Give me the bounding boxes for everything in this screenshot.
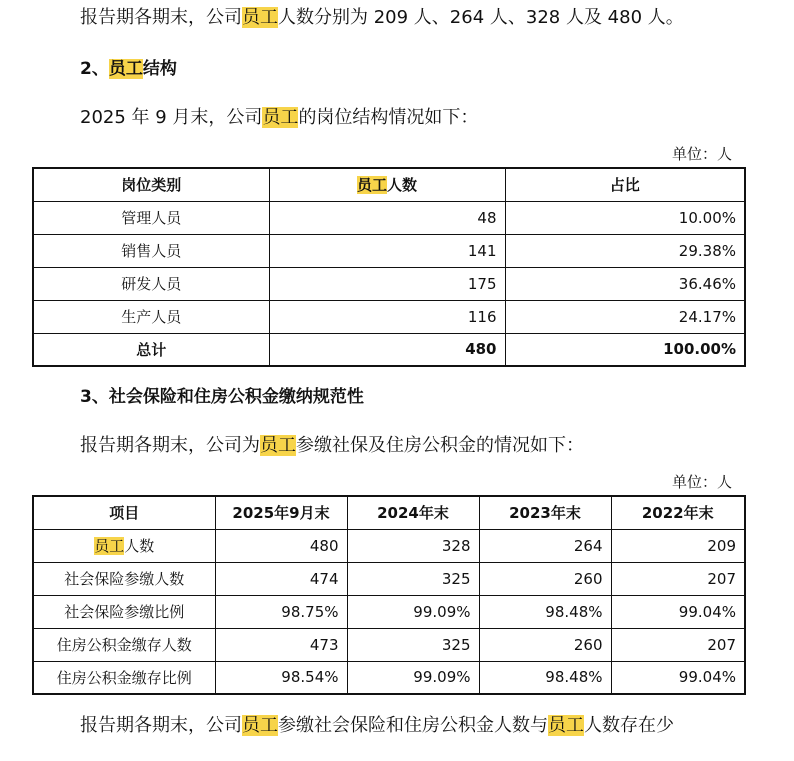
label-text: 人数	[124, 537, 155, 555]
heading-text: 2、	[80, 59, 109, 79]
paragraph-structure-intro	[80, 106, 478, 130]
highlighted-keyword: 员工	[242, 715, 278, 736]
cell-share: 29.38%	[505, 234, 745, 267]
table-row	[33, 529, 745, 562]
cell-value: 207	[611, 562, 745, 595]
table-row	[33, 595, 745, 628]
cell-value: 207	[611, 628, 745, 661]
cell-count: 48	[269, 201, 505, 234]
paragraph-employee-counts	[80, 6, 684, 30]
table-total-row	[33, 333, 745, 366]
table-row	[33, 628, 745, 661]
table-row	[33, 234, 745, 267]
cell-value: 328	[347, 529, 479, 562]
highlighted-keyword: 员工	[260, 435, 296, 456]
table-row	[33, 300, 745, 333]
paragraph-text: 2025 年 9 月末，公司	[80, 107, 263, 128]
paragraph-text: 报告期各期末，公司	[80, 715, 242, 736]
position-structure-table	[32, 167, 746, 367]
cell-count: 116	[269, 300, 505, 333]
paragraph-insurance-gap	[80, 714, 674, 738]
cell-value: 260	[479, 562, 611, 595]
header-count	[269, 168, 505, 201]
cell-count: 175	[269, 267, 505, 300]
table-row	[33, 201, 745, 234]
cell-share: 10.00%	[505, 201, 745, 234]
cell-value: 99.04%	[611, 595, 745, 628]
cell-value: 98.48%	[479, 661, 611, 694]
cell-value: 98.54%	[215, 661, 347, 694]
header-period: 2023年末	[479, 496, 611, 529]
cell-value: 473	[215, 628, 347, 661]
paragraph-text: 人数存在少	[584, 715, 674, 736]
paragraph-text: 人数分别为 209 人、264 人、328 人及 480 人。	[278, 7, 684, 28]
paragraph-text: 报告期各期末，公司	[80, 7, 242, 28]
cell-share: 24.17%	[505, 300, 745, 333]
cell-count: 141	[269, 234, 505, 267]
header-period: 2022年末	[611, 496, 745, 529]
cell-value: 98.48%	[479, 595, 611, 628]
highlighted-keyword: 员工	[108, 59, 143, 79]
social-insurance-table	[32, 495, 746, 695]
cell-category: 生产人员	[33, 300, 269, 333]
cell-value: 325	[347, 562, 479, 595]
table-unit-label: 单位：人	[671, 145, 732, 163]
cell-value: 99.04%	[611, 661, 745, 694]
header-item: 项目	[33, 496, 215, 529]
header-text: 人数	[387, 176, 418, 195]
table-header-row	[33, 168, 745, 201]
paragraph-text: 的岗位结构情况如下：	[298, 107, 479, 128]
cell-label: 社会保险参缴人数	[33, 562, 215, 595]
header-period: 2024年末	[347, 496, 479, 529]
cell-category: 销售人员	[33, 234, 269, 267]
cell-category: 管理人员	[33, 201, 269, 234]
table-row	[33, 562, 745, 595]
cell-value: 260	[479, 628, 611, 661]
paragraph-text: 参缴社会保险和住房公积金人数与	[278, 715, 548, 736]
highlighted-keyword: 员工	[94, 537, 125, 555]
cell-count: 480	[269, 333, 505, 366]
header-category: 岗位类别	[33, 168, 269, 201]
paragraph-insurance-intro	[80, 434, 584, 458]
cell-value: 99.09%	[347, 661, 479, 694]
header-period: 2025年9月末	[215, 496, 347, 529]
cell-share: 100.00%	[505, 333, 745, 366]
highlighted-keyword: 员工	[356, 176, 387, 195]
cell-value: 480	[215, 529, 347, 562]
cell-category: 总计	[33, 333, 269, 366]
table-header-row	[33, 496, 745, 529]
paragraph-text: 参缴社保及住房公积金的情况如下：	[296, 435, 584, 456]
header-share: 占比	[505, 168, 745, 201]
section-heading-social-insurance: 3、社会保险和住房公积金缴纳规范性	[80, 387, 364, 407]
cell-label: 住房公积金缴存人数	[33, 628, 215, 661]
cell-value: 98.75%	[215, 595, 347, 628]
cell-label	[33, 529, 215, 562]
cell-value: 209	[611, 529, 745, 562]
paragraph-text: 报告期各期末，公司为	[80, 435, 260, 456]
cell-value: 325	[347, 628, 479, 661]
table-row	[33, 661, 745, 694]
section-heading-employee-structure	[80, 57, 177, 81]
cell-value: 99.09%	[347, 595, 479, 628]
heading-text: 结构	[142, 59, 177, 79]
cell-share: 36.46%	[505, 267, 745, 300]
cell-label: 社会保险参缴比例	[33, 595, 215, 628]
table-unit-label: 单位：人	[671, 473, 732, 491]
highlighted-keyword: 员工	[548, 715, 584, 736]
cell-label: 住房公积金缴存比例	[33, 661, 215, 694]
cell-category: 研发人员	[33, 267, 269, 300]
cell-value: 264	[479, 529, 611, 562]
table-row	[33, 267, 745, 300]
highlighted-keyword: 员工	[262, 107, 299, 128]
highlighted-keyword: 员工	[242, 7, 278, 28]
cell-value: 474	[215, 562, 347, 595]
